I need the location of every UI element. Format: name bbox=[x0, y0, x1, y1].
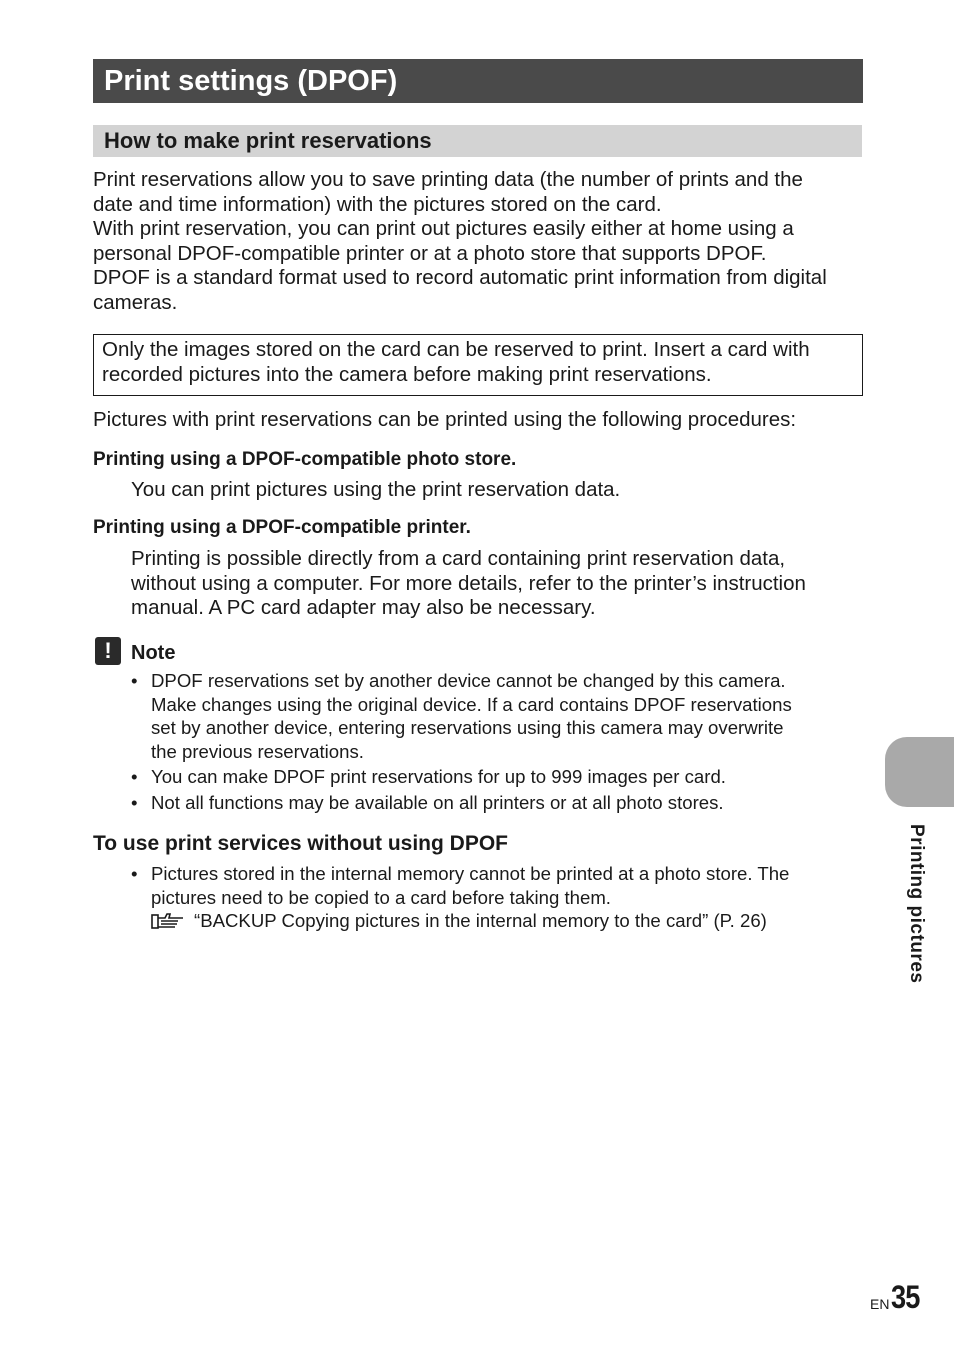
note-exclamation-icon: ! bbox=[95, 637, 121, 665]
intro-line: With print reservation, you can print out pictures easily either at home using a bbox=[93, 217, 794, 241]
printer-text bbox=[131, 547, 866, 621]
intro-line: personal DPOF-compatible printer or at a photo store that supports DPOF. bbox=[93, 241, 767, 265]
chapter-tab bbox=[885, 737, 954, 807]
bullet: • bbox=[131, 863, 138, 884]
chapter-label: Printing pictures bbox=[906, 824, 927, 984]
bullet: • bbox=[131, 766, 138, 787]
note-item bbox=[131, 765, 871, 789]
note-line: DPOF reservations set by another device cannot be changed by this camera. bbox=[151, 670, 786, 691]
page-language: EN bbox=[870, 1296, 890, 1312]
no-dpof-line: Pictures stored in the internal memory cannot be printed at a photo store. The bbox=[151, 863, 790, 884]
no-dpof-item bbox=[131, 862, 871, 909]
page-title: Print settings (DPOF) bbox=[93, 59, 863, 103]
intro-paragraph bbox=[93, 168, 865, 316]
note-line: Make changes using the original device. If a card contains DPOF reservations bbox=[151, 693, 792, 715]
reference-line bbox=[151, 909, 767, 933]
note-line: Not all functions may be available on all printers or at all photo stores. bbox=[151, 792, 724, 813]
notice-line: recorded pictures into the camera before making print reservations. bbox=[102, 362, 712, 386]
intro-line: cameras. bbox=[93, 290, 178, 314]
note-label: Note bbox=[131, 642, 176, 664]
note-line: set by another device, entering reservations using this camera may overwrite bbox=[151, 717, 784, 738]
intro-line: DPOF is a standard format used to record automatic print information from digital bbox=[93, 266, 827, 290]
printer-line: without using a computer. For more details, refer to the printer’s instruction bbox=[131, 571, 806, 595]
bullet: • bbox=[131, 792, 138, 813]
printer-heading: Printing using a DPOF-compatible printer. bbox=[93, 517, 471, 538]
page-number: 35 bbox=[891, 1279, 920, 1315]
notice-line: Only the images stored on the card can be reserved to print. Insert a card with bbox=[102, 338, 810, 361]
procedures-lead: Pictures with print reservations can be printed using the following procedures: bbox=[93, 408, 797, 431]
printer-line: manual. A PC card adapter may also be necessary. bbox=[131, 596, 596, 620]
bullet: • bbox=[131, 670, 138, 691]
intro-line: Print reservations allow you to save printing data (the number of prints and the bbox=[93, 168, 803, 191]
note-item bbox=[131, 791, 871, 815]
printer-line: Printing is possible directly from a card containing print reservation data, bbox=[131, 547, 786, 570]
photo-store-heading: Printing using a DPOF-compatible photo store. bbox=[93, 449, 517, 470]
photo-store-text: You can print pictures using the print reservation data. bbox=[131, 478, 621, 501]
no-dpof-line: pictures need to be copied to a card before taking them. bbox=[151, 886, 611, 908]
note-item bbox=[131, 669, 871, 763]
section-heading: How to make print reservations bbox=[93, 125, 862, 157]
note-line: You can make DPOF print reservations for up to 999 images per card. bbox=[151, 766, 726, 787]
notice-box bbox=[93, 334, 863, 396]
intro-line: date and time information) with the pictures stored on the card. bbox=[93, 192, 662, 216]
no-dpof-heading: To use print services without using DPOF bbox=[93, 832, 508, 855]
note-line: the previous reservations. bbox=[151, 740, 364, 762]
reference-text: “BACKUP Copying pictures in the internal memory to the card” (P. 26) bbox=[194, 910, 767, 931]
pointing-hand-icon bbox=[151, 912, 185, 930]
